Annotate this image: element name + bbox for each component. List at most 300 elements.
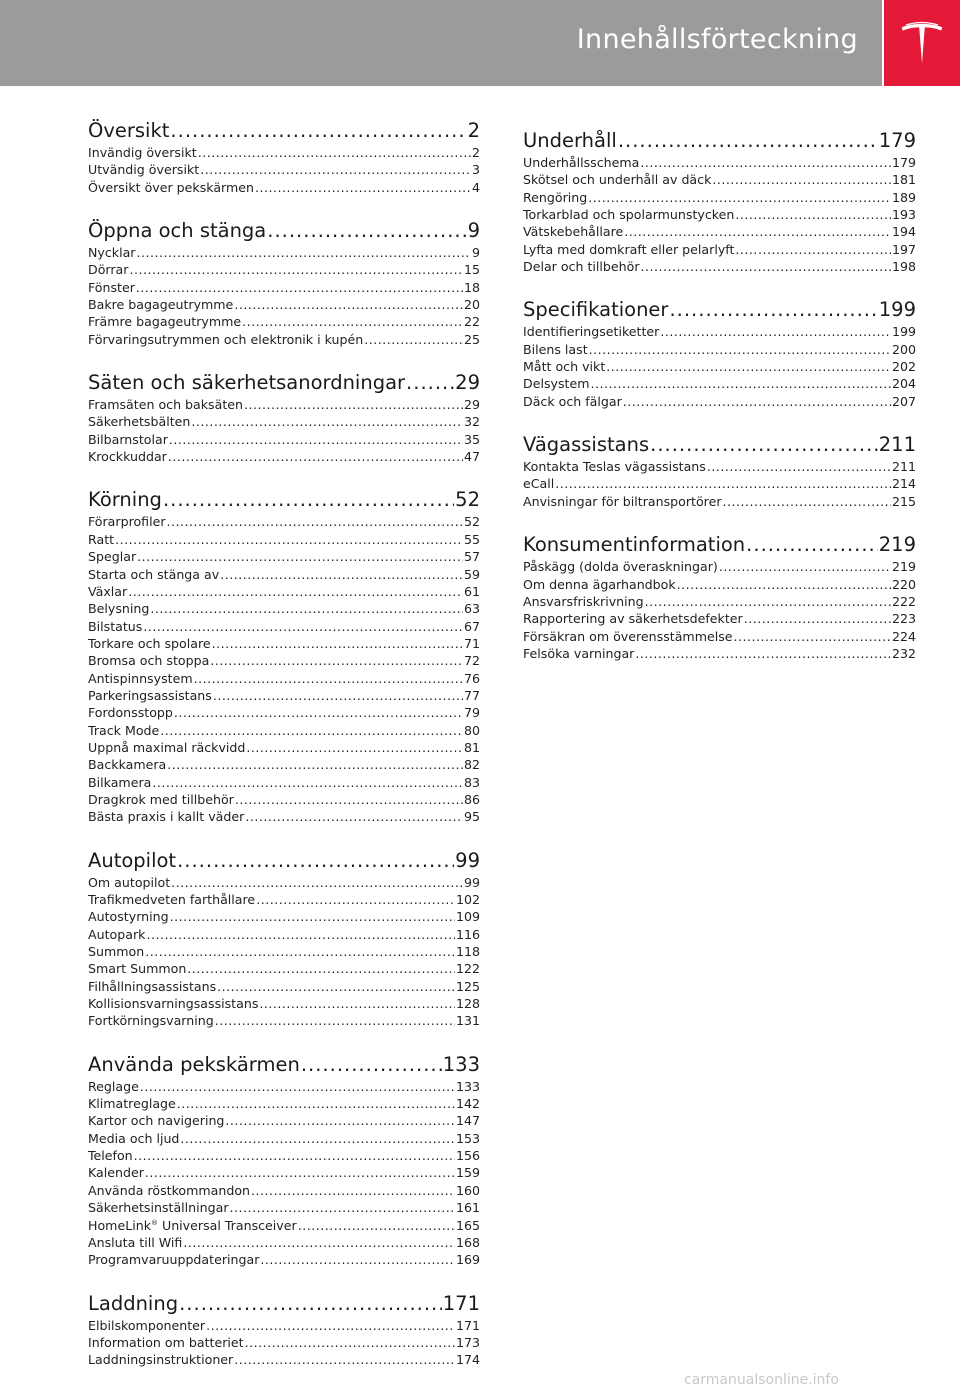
leader-dots bbox=[234, 296, 463, 313]
toc-section bbox=[88, 118, 480, 196]
entry-label: Elbilskomponenter bbox=[88, 1317, 206, 1333]
entry-label: Bilens last bbox=[523, 341, 588, 357]
toc-entry[interactable] bbox=[88, 313, 480, 330]
entry-label: Säkerhetsinställningar bbox=[88, 1200, 229, 1216]
entry-page: 80 bbox=[463, 722, 480, 738]
entry-page: 131 bbox=[455, 1013, 480, 1029]
entry-page: 207 bbox=[891, 393, 916, 409]
leader-dots bbox=[137, 548, 463, 565]
section-page: 219 bbox=[878, 533, 916, 557]
section-title: Underhåll bbox=[523, 129, 617, 152]
leader-dots bbox=[734, 628, 891, 645]
entry-page: 156 bbox=[455, 1148, 480, 1164]
toc-entry[interactable] bbox=[88, 1078, 480, 1095]
leader-dots bbox=[723, 493, 891, 510]
toc-entry[interactable] bbox=[88, 161, 480, 178]
leader-dots bbox=[174, 704, 463, 721]
toc-entry[interactable] bbox=[88, 670, 480, 687]
toc-entry[interactable] bbox=[523, 206, 916, 223]
leader-dots bbox=[712, 171, 891, 188]
entry-page: 179 bbox=[891, 155, 916, 170]
toc-entry[interactable] bbox=[88, 1351, 480, 1368]
section-heading[interactable] bbox=[88, 1052, 480, 1078]
entry-label: Ratt bbox=[88, 531, 115, 547]
toc-entry[interactable] bbox=[88, 1164, 480, 1181]
entry-page: 159 bbox=[455, 1165, 480, 1181]
leader-dots bbox=[735, 241, 891, 258]
section-heading[interactable] bbox=[88, 118, 480, 144]
toc-entry[interactable] bbox=[88, 943, 480, 960]
entry-page: 222 bbox=[891, 593, 916, 609]
entry-label: Trafikmedveten farthållare bbox=[88, 892, 256, 907]
entry-label: Uppnå maximal räckvidd bbox=[88, 739, 246, 755]
toc-entry[interactable] bbox=[523, 558, 916, 575]
toc-entry[interactable] bbox=[88, 808, 480, 825]
leader-dots bbox=[215, 1012, 455, 1029]
section-heading[interactable] bbox=[523, 532, 916, 558]
toc-entry[interactable] bbox=[523, 223, 916, 240]
toc-section bbox=[88, 370, 480, 465]
entry-label: Parkeringsassistans bbox=[88, 687, 212, 703]
leader-dots bbox=[244, 396, 463, 413]
leader-dots bbox=[744, 610, 891, 627]
entry-page: 61 bbox=[463, 583, 480, 599]
entry-label: Smart Summon bbox=[88, 961, 187, 977]
entry-page: 161 bbox=[455, 1200, 480, 1216]
leader-dots bbox=[645, 593, 891, 610]
toc-entry[interactable] bbox=[88, 774, 480, 791]
section-title: Översikt bbox=[88, 119, 170, 142]
entry-page: 79 bbox=[463, 705, 480, 721]
toc-entry[interactable] bbox=[88, 960, 480, 977]
entry-page: 199 bbox=[891, 324, 916, 340]
toc-entry[interactable] bbox=[88, 891, 480, 908]
toc-entry[interactable] bbox=[523, 475, 916, 492]
toc-entry[interactable] bbox=[88, 261, 480, 278]
toc-entry[interactable] bbox=[88, 296, 480, 313]
toc-entry[interactable] bbox=[88, 1234, 480, 1251]
leader-dots bbox=[152, 774, 463, 791]
entry-label: Ansluta till Wifi bbox=[88, 1234, 183, 1250]
toc-entry[interactable] bbox=[523, 323, 916, 340]
entry-label: Reglage bbox=[88, 1078, 139, 1094]
toc-entry[interactable] bbox=[88, 513, 480, 530]
leader-dots bbox=[225, 1112, 455, 1129]
entry-label: Framsäten och baksäten bbox=[88, 397, 244, 413]
toc-entry[interactable] bbox=[88, 874, 480, 891]
entry-page: 81 bbox=[463, 739, 480, 755]
entry-page: 181 bbox=[891, 172, 916, 188]
section-heading[interactable] bbox=[88, 370, 480, 396]
entry-page: 29 bbox=[463, 397, 480, 413]
leader-dots bbox=[260, 1251, 455, 1268]
entry-page: 173 bbox=[455, 1334, 480, 1350]
leader-dots bbox=[707, 458, 891, 475]
entry-page: 83 bbox=[463, 774, 480, 790]
leader-dots bbox=[669, 297, 877, 323]
toc-left-column bbox=[88, 118, 480, 1391]
leader-dots bbox=[623, 393, 891, 410]
section-heading[interactable] bbox=[88, 1291, 480, 1317]
entry-label: Utvändig översikt bbox=[88, 162, 200, 178]
entry-label: Fortkörningsvarning bbox=[88, 1013, 214, 1029]
toc-entry[interactable] bbox=[88, 583, 480, 600]
entry-page: 224 bbox=[891, 628, 916, 644]
leader-dots bbox=[212, 635, 463, 652]
entry-label: Belysning bbox=[88, 601, 150, 617]
entry-label: Växlar bbox=[88, 583, 128, 599]
toc-entry[interactable] bbox=[88, 1217, 480, 1234]
entry-label: Bilbarnstolar bbox=[88, 431, 168, 447]
entry-page: 215 bbox=[891, 493, 916, 509]
toc-entry[interactable] bbox=[523, 576, 916, 593]
entry-label: Telefon bbox=[88, 1148, 133, 1164]
entry-page: 52 bbox=[463, 514, 480, 530]
entry-label: Bakre bagageutrymme bbox=[88, 297, 234, 313]
leader-dots bbox=[167, 513, 463, 530]
section-page: 199 bbox=[878, 298, 916, 322]
leader-dots bbox=[650, 432, 878, 458]
section-page: 171 bbox=[442, 1291, 480, 1315]
section-page: 99 bbox=[455, 848, 480, 872]
entry-page: 32 bbox=[463, 414, 480, 430]
leader-dots bbox=[171, 874, 463, 891]
toc-entry[interactable] bbox=[88, 396, 480, 413]
section-heading[interactable] bbox=[88, 487, 480, 513]
entry-label: Ansvarsfriskrivning bbox=[523, 593, 644, 609]
leader-dots bbox=[234, 1351, 455, 1368]
entry-label: Bästa praxis i kallt väder bbox=[88, 809, 245, 825]
entry-label: Starta och stänga av bbox=[88, 566, 220, 582]
toc-entry[interactable] bbox=[88, 995, 480, 1012]
entry-label: Felsöka varningar bbox=[523, 645, 635, 661]
section-heading[interactable] bbox=[88, 848, 480, 874]
leader-dots bbox=[624, 223, 891, 240]
toc-entry[interactable] bbox=[523, 241, 916, 258]
entry-page: 147 bbox=[455, 1113, 480, 1129]
toc-entry[interactable] bbox=[88, 413, 480, 430]
section-page: 9 bbox=[467, 219, 480, 243]
leader-dots bbox=[213, 687, 463, 704]
entry-page: 82 bbox=[463, 757, 480, 773]
toc-section bbox=[523, 532, 916, 662]
entry-label: Backkamera bbox=[88, 757, 167, 773]
toc-entry[interactable] bbox=[88, 1199, 480, 1216]
toc-entry[interactable] bbox=[523, 171, 916, 188]
section-title: Körning bbox=[88, 488, 162, 512]
toc-entry[interactable] bbox=[88, 1112, 480, 1129]
entry-page: 35 bbox=[463, 431, 480, 447]
leader-dots bbox=[177, 1095, 455, 1112]
entry-label: Media och ljud bbox=[88, 1130, 180, 1146]
section-page: 179 bbox=[878, 129, 916, 152]
entry-page: 72 bbox=[463, 653, 480, 669]
section-page: 29 bbox=[455, 371, 480, 395]
entry-page: 211 bbox=[891, 459, 916, 475]
section-title: Använda pekskärmen bbox=[88, 1052, 300, 1076]
entry-label: Kalender bbox=[88, 1165, 144, 1181]
toc-entry[interactable] bbox=[88, 926, 480, 943]
entry-label: Track Mode bbox=[88, 722, 160, 738]
entry-label: Filhållningsassistans bbox=[88, 978, 217, 994]
entry-label: Invändig översikt bbox=[88, 145, 197, 160]
leader-dots bbox=[167, 756, 463, 773]
entry-page: 214 bbox=[891, 476, 916, 492]
entry-page: 20 bbox=[463, 297, 480, 313]
leader-dots bbox=[115, 531, 463, 548]
entry-page: 153 bbox=[455, 1130, 480, 1146]
entry-page: 168 bbox=[455, 1234, 480, 1250]
entry-label: Delar och tillbehör bbox=[523, 259, 640, 275]
leader-dots bbox=[140, 1078, 455, 1095]
leader-dots bbox=[735, 206, 891, 223]
toc-entry[interactable] bbox=[523, 593, 916, 610]
leader-dots bbox=[128, 583, 463, 600]
entry-label: Skötsel och underhåll av däck bbox=[523, 172, 712, 188]
entry-page: 171 bbox=[455, 1317, 480, 1333]
entry-label: Kollisionsvarningsassistans bbox=[88, 996, 259, 1012]
entry-label: Speglar bbox=[88, 549, 137, 565]
entry-page: 47 bbox=[463, 449, 480, 465]
leader-dots bbox=[170, 118, 466, 144]
leader-dots bbox=[242, 313, 463, 330]
toc-entry[interactable] bbox=[523, 493, 916, 510]
entry-label: Torkarblad och spolarmunstycken bbox=[523, 207, 735, 223]
toc-entry[interactable] bbox=[523, 628, 916, 645]
toc-section bbox=[523, 297, 916, 410]
entry-page: 59 bbox=[463, 566, 480, 582]
section-title: Vägassistans bbox=[523, 433, 650, 457]
toc-entry[interactable] bbox=[88, 756, 480, 773]
entry-page: 71 bbox=[463, 635, 480, 651]
entry-page: 4 bbox=[471, 179, 480, 195]
entry-label: Bilstatus bbox=[88, 618, 143, 634]
leader-dots bbox=[677, 576, 891, 593]
entry-page: 9 bbox=[471, 245, 480, 261]
entry-label: Nycklar bbox=[88, 245, 136, 261]
toc-entry[interactable] bbox=[88, 531, 480, 548]
leader-dots bbox=[145, 943, 455, 960]
entry-label: Delsystem bbox=[523, 376, 590, 392]
toc-entry[interactable] bbox=[523, 189, 916, 206]
toc-entry[interactable] bbox=[88, 448, 480, 465]
entry-label: Mått och vikt bbox=[523, 359, 606, 375]
toc-entry[interactable] bbox=[523, 610, 916, 627]
leader-dots bbox=[660, 323, 891, 340]
leader-dots bbox=[150, 600, 463, 617]
entry-label: Kartor och navigering bbox=[88, 1113, 225, 1129]
toc-entry[interactable] bbox=[88, 652, 480, 669]
toc-entry[interactable] bbox=[88, 179, 480, 196]
entry-page: 57 bbox=[463, 549, 480, 565]
leader-dots bbox=[146, 926, 455, 943]
toc-entry[interactable] bbox=[88, 1012, 480, 1029]
entry-page: 204 bbox=[891, 376, 916, 392]
entry-page: 125 bbox=[455, 978, 480, 994]
leader-dots bbox=[267, 218, 466, 244]
leader-dots bbox=[246, 739, 463, 756]
leader-dots bbox=[259, 995, 455, 1012]
section-heading[interactable] bbox=[523, 128, 916, 154]
entry-page: 200 bbox=[891, 341, 916, 357]
entry-page: 63 bbox=[463, 601, 480, 617]
toc-entry[interactable] bbox=[88, 144, 480, 161]
entry-label: Däck och fälgar bbox=[523, 393, 622, 409]
entry-page: 198 bbox=[891, 259, 916, 275]
entry-page: 25 bbox=[463, 331, 480, 347]
entry-page: 193 bbox=[891, 207, 916, 223]
toc-entry[interactable] bbox=[88, 722, 480, 739]
leader-dots bbox=[618, 128, 878, 154]
toc-entry[interactable] bbox=[523, 154, 916, 171]
leader-dots bbox=[180, 1130, 455, 1147]
entry-label: Rengöring bbox=[523, 189, 588, 205]
leader-dots bbox=[169, 431, 463, 448]
toc-entry[interactable] bbox=[88, 244, 480, 261]
leader-dots bbox=[198, 144, 471, 161]
toc-entry[interactable] bbox=[88, 1317, 480, 1334]
leader-dots bbox=[177, 848, 454, 874]
toc-right-column bbox=[523, 128, 916, 684]
section-page: 52 bbox=[455, 488, 480, 512]
entry-label: Rapportering av säkerhetsdefekter bbox=[523, 611, 743, 627]
toc-entry[interactable] bbox=[88, 566, 480, 583]
toc-entry[interactable] bbox=[88, 600, 480, 617]
toc-entry[interactable] bbox=[523, 645, 916, 662]
toc-entry[interactable] bbox=[88, 279, 480, 296]
entry-page: 189 bbox=[891, 189, 916, 205]
entry-label: Om autopilot bbox=[88, 874, 171, 890]
leader-dots bbox=[364, 331, 463, 348]
leader-dots bbox=[235, 791, 463, 808]
toc-entry[interactable] bbox=[88, 687, 480, 704]
entry-page: 160 bbox=[455, 1182, 480, 1198]
leader-dots bbox=[220, 566, 463, 583]
toc-entry[interactable] bbox=[88, 548, 480, 565]
toc-entry[interactable] bbox=[88, 791, 480, 808]
toc-section bbox=[88, 487, 480, 825]
leader-dots bbox=[746, 532, 878, 558]
entry-label: Säkerhetsbälten bbox=[88, 414, 191, 430]
leader-dots bbox=[206, 1317, 455, 1334]
leader-dots bbox=[183, 1234, 455, 1251]
logo-box bbox=[884, 0, 960, 86]
entry-page: 128 bbox=[455, 996, 480, 1012]
section-heading[interactable] bbox=[88, 218, 480, 244]
entry-label: Identifieringsetiketter bbox=[523, 324, 660, 340]
entry-label: Om denna ägarhandbok bbox=[523, 576, 676, 592]
toc-entry[interactable] bbox=[88, 1130, 480, 1147]
leader-dots bbox=[191, 413, 463, 430]
entry-page: 174 bbox=[455, 1352, 480, 1368]
leader-dots bbox=[298, 1217, 455, 1234]
leader-dots bbox=[194, 670, 463, 687]
leader-dots bbox=[134, 1147, 455, 1164]
section-page: 211 bbox=[878, 433, 916, 457]
toc-entry[interactable] bbox=[88, 978, 480, 995]
toc-entry[interactable] bbox=[523, 341, 916, 358]
leader-dots bbox=[245, 1334, 455, 1351]
leader-dots bbox=[255, 179, 471, 196]
toc-entry[interactable] bbox=[88, 1147, 480, 1164]
entry-label: Kontakta Teslas vägassistans bbox=[523, 459, 706, 475]
entry-page: 219 bbox=[891, 559, 916, 575]
entry-label: Anvisningar för biltransportörer bbox=[523, 493, 722, 509]
toc-entry[interactable] bbox=[523, 458, 916, 475]
toc-entry[interactable] bbox=[88, 704, 480, 721]
leader-dots bbox=[168, 448, 463, 465]
leader-dots bbox=[588, 189, 891, 206]
toc-entry[interactable] bbox=[88, 331, 480, 348]
toc-entry[interactable] bbox=[523, 393, 916, 410]
leader-dots bbox=[129, 261, 463, 278]
entry-page: 169 bbox=[455, 1252, 480, 1268]
leader-dots bbox=[589, 341, 891, 358]
leader-dots bbox=[640, 154, 891, 171]
leader-dots bbox=[590, 375, 890, 392]
leader-dots bbox=[160, 722, 463, 739]
leader-dots bbox=[187, 960, 455, 977]
toc-entry[interactable] bbox=[88, 1334, 480, 1351]
entry-page: 3 bbox=[471, 162, 480, 178]
toc-entry[interactable] bbox=[88, 635, 480, 652]
leader-dots bbox=[606, 358, 891, 375]
entry-page: 18 bbox=[463, 279, 480, 295]
entry-label: Försäkran om överensstämmelse bbox=[523, 628, 733, 644]
section-title: Konsumentinformation bbox=[523, 533, 746, 557]
entry-page: 165 bbox=[455, 1217, 480, 1233]
leader-dots bbox=[230, 1199, 455, 1216]
section-title: Autopilot bbox=[88, 848, 177, 872]
section-heading[interactable] bbox=[523, 297, 916, 323]
entry-page: 99 bbox=[463, 874, 480, 890]
toc-entry[interactable] bbox=[523, 258, 916, 275]
entry-label: Torkare och spolare bbox=[88, 635, 211, 651]
entry-label: Information om batteriet bbox=[88, 1334, 244, 1350]
toc-entry[interactable] bbox=[88, 618, 480, 635]
entry-page: 102 bbox=[455, 892, 480, 907]
section-heading[interactable] bbox=[523, 432, 916, 458]
toc-entry[interactable] bbox=[88, 1251, 480, 1268]
section-title: Specifikationer bbox=[523, 298, 669, 322]
entry-page: 116 bbox=[455, 926, 480, 942]
entry-page: 194 bbox=[891, 224, 916, 240]
page-title: Innehållsförteckning bbox=[576, 24, 858, 55]
toc-entry[interactable] bbox=[88, 739, 480, 756]
toc-section bbox=[523, 432, 916, 510]
section-title: Öppna och stänga bbox=[88, 219, 267, 243]
entry-label: Lyfta med domkraft eller pelarlyft bbox=[523, 241, 735, 257]
toc-entry[interactable] bbox=[88, 1095, 480, 1112]
toc-entry[interactable] bbox=[88, 431, 480, 448]
toc-entry[interactable] bbox=[88, 1182, 480, 1199]
watermark: carmanualsonline.info bbox=[684, 1372, 839, 1388]
toc-entry[interactable] bbox=[523, 375, 916, 392]
toc-entry[interactable] bbox=[88, 908, 480, 925]
entry-label: Dragkrok med tillbehör bbox=[88, 791, 234, 807]
toc-entry[interactable] bbox=[523, 358, 916, 375]
entry-label: Autostyrning bbox=[88, 909, 169, 925]
entry-label: Autopark bbox=[88, 926, 146, 942]
entry-page: 67 bbox=[463, 618, 480, 634]
entry-page: 109 bbox=[455, 909, 480, 925]
leader-dots bbox=[136, 279, 463, 296]
entry-label: Översikt över pekskärmen bbox=[88, 179, 255, 195]
entry-label: Krockkuddar bbox=[88, 449, 167, 465]
leader-dots bbox=[245, 808, 463, 825]
leader-dots bbox=[179, 1291, 442, 1317]
entry-page: 232 bbox=[891, 645, 916, 661]
